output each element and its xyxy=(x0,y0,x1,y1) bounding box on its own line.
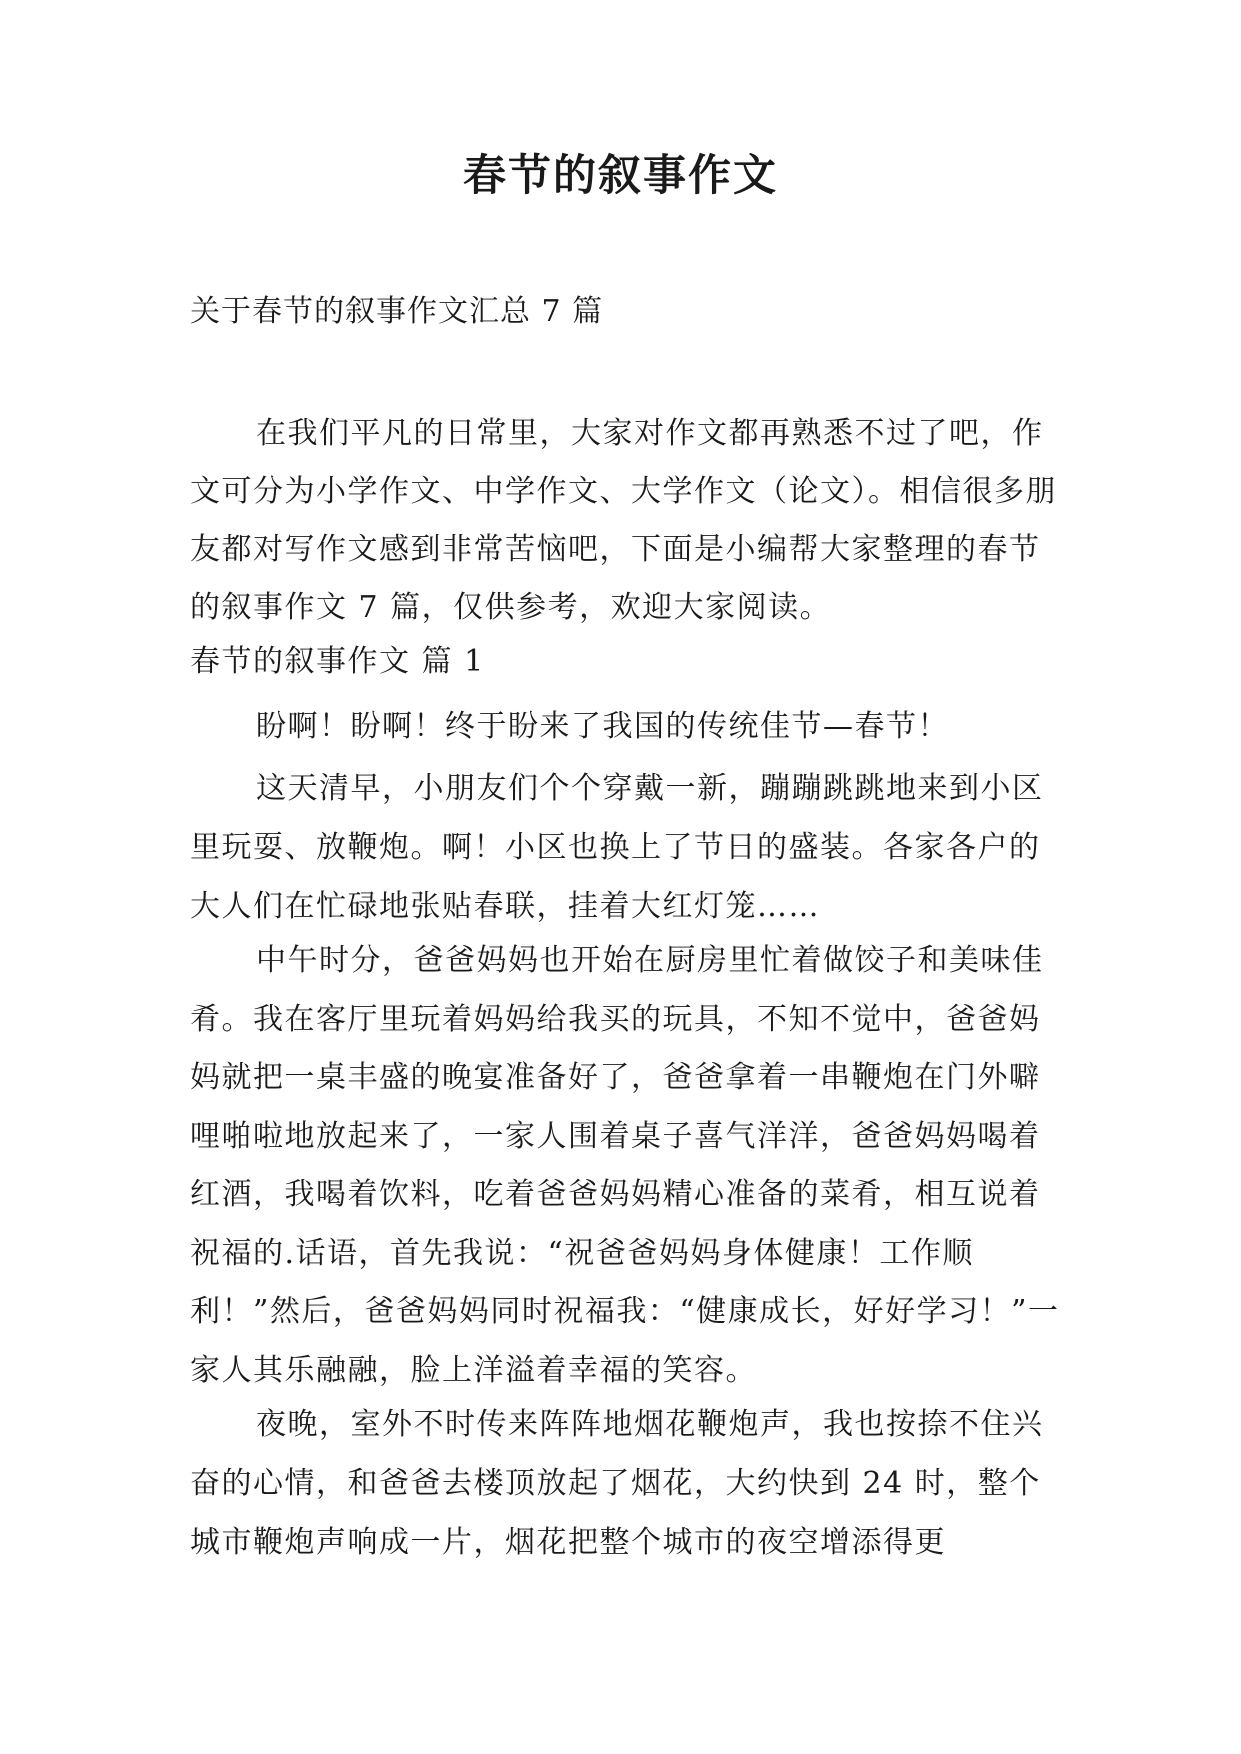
body-paragraph: 盼啊！盼啊！终于盼来了我国的传统佳节—春节！ xyxy=(256,709,949,744)
document-title: 春节的叙事作文 xyxy=(463,151,778,201)
body-paragraph: 这天清早，小朋友们个个穿戴一新，蹦蹦跳跳地来到小区里玩耍、放鞭炮。啊！小区也换上了节日的盛装。各家各户的大人们在忙碌地张贴春联，挂着大红灯笼…… xyxy=(190,771,1044,924)
document-subtitle: 关于春节的叙事作文汇总 7 篇 xyxy=(190,294,604,329)
body-paragraph: 中午时分，爸爸妈妈也开始在厨房里忙着做饺子和美味佳肴。我在客厅里玩着妈妈给我买的玩具，不知不觉中，爸爸妈妈就把一桌丰盛的晚宴准备好了，爸爸拿着一串鞭炮在门外噼哩啪啦地放起来了，一家人围着桌子喜气洋洋，爸爸妈妈喝着红酒，我喝着饮料，吃着爸爸妈妈精心准备的菜肴，相互说着祝福的.话语，首先我说：“祝爸爸妈妈身体健康！工作顺利！”然后，爸爸妈妈同时祝福我：“健康成长，好好学习！”一家人其乐融融，脸上洋溢着幸福的笑容。 xyxy=(190,943,1060,1388)
body-paragraph: 夜晚，室外不时传来阵阵地烟花鞭炮声，我也按捺不住兴奋的心情，和爸爸去楼顶放起了烟花，大约快到 24 时，整个城市鞭炮声响成一片，烟花把整个城市的夜空增添得更 xyxy=(190,1407,1044,1560)
section-heading: 春节的叙事作文 篇 1 xyxy=(190,644,485,679)
intro-paragraph: 在我们平凡的日常里，大家对作文都再熟悉不过了吧，作文可分为小学作文、中学作文、大学作文（论文）。相信很多朋友都对写作文感到非常苦恼吧，下面是小编帮大家整理的春节的叙事作文 7 篇，仅供参考，欢迎大家阅读。 xyxy=(190,416,1057,625)
